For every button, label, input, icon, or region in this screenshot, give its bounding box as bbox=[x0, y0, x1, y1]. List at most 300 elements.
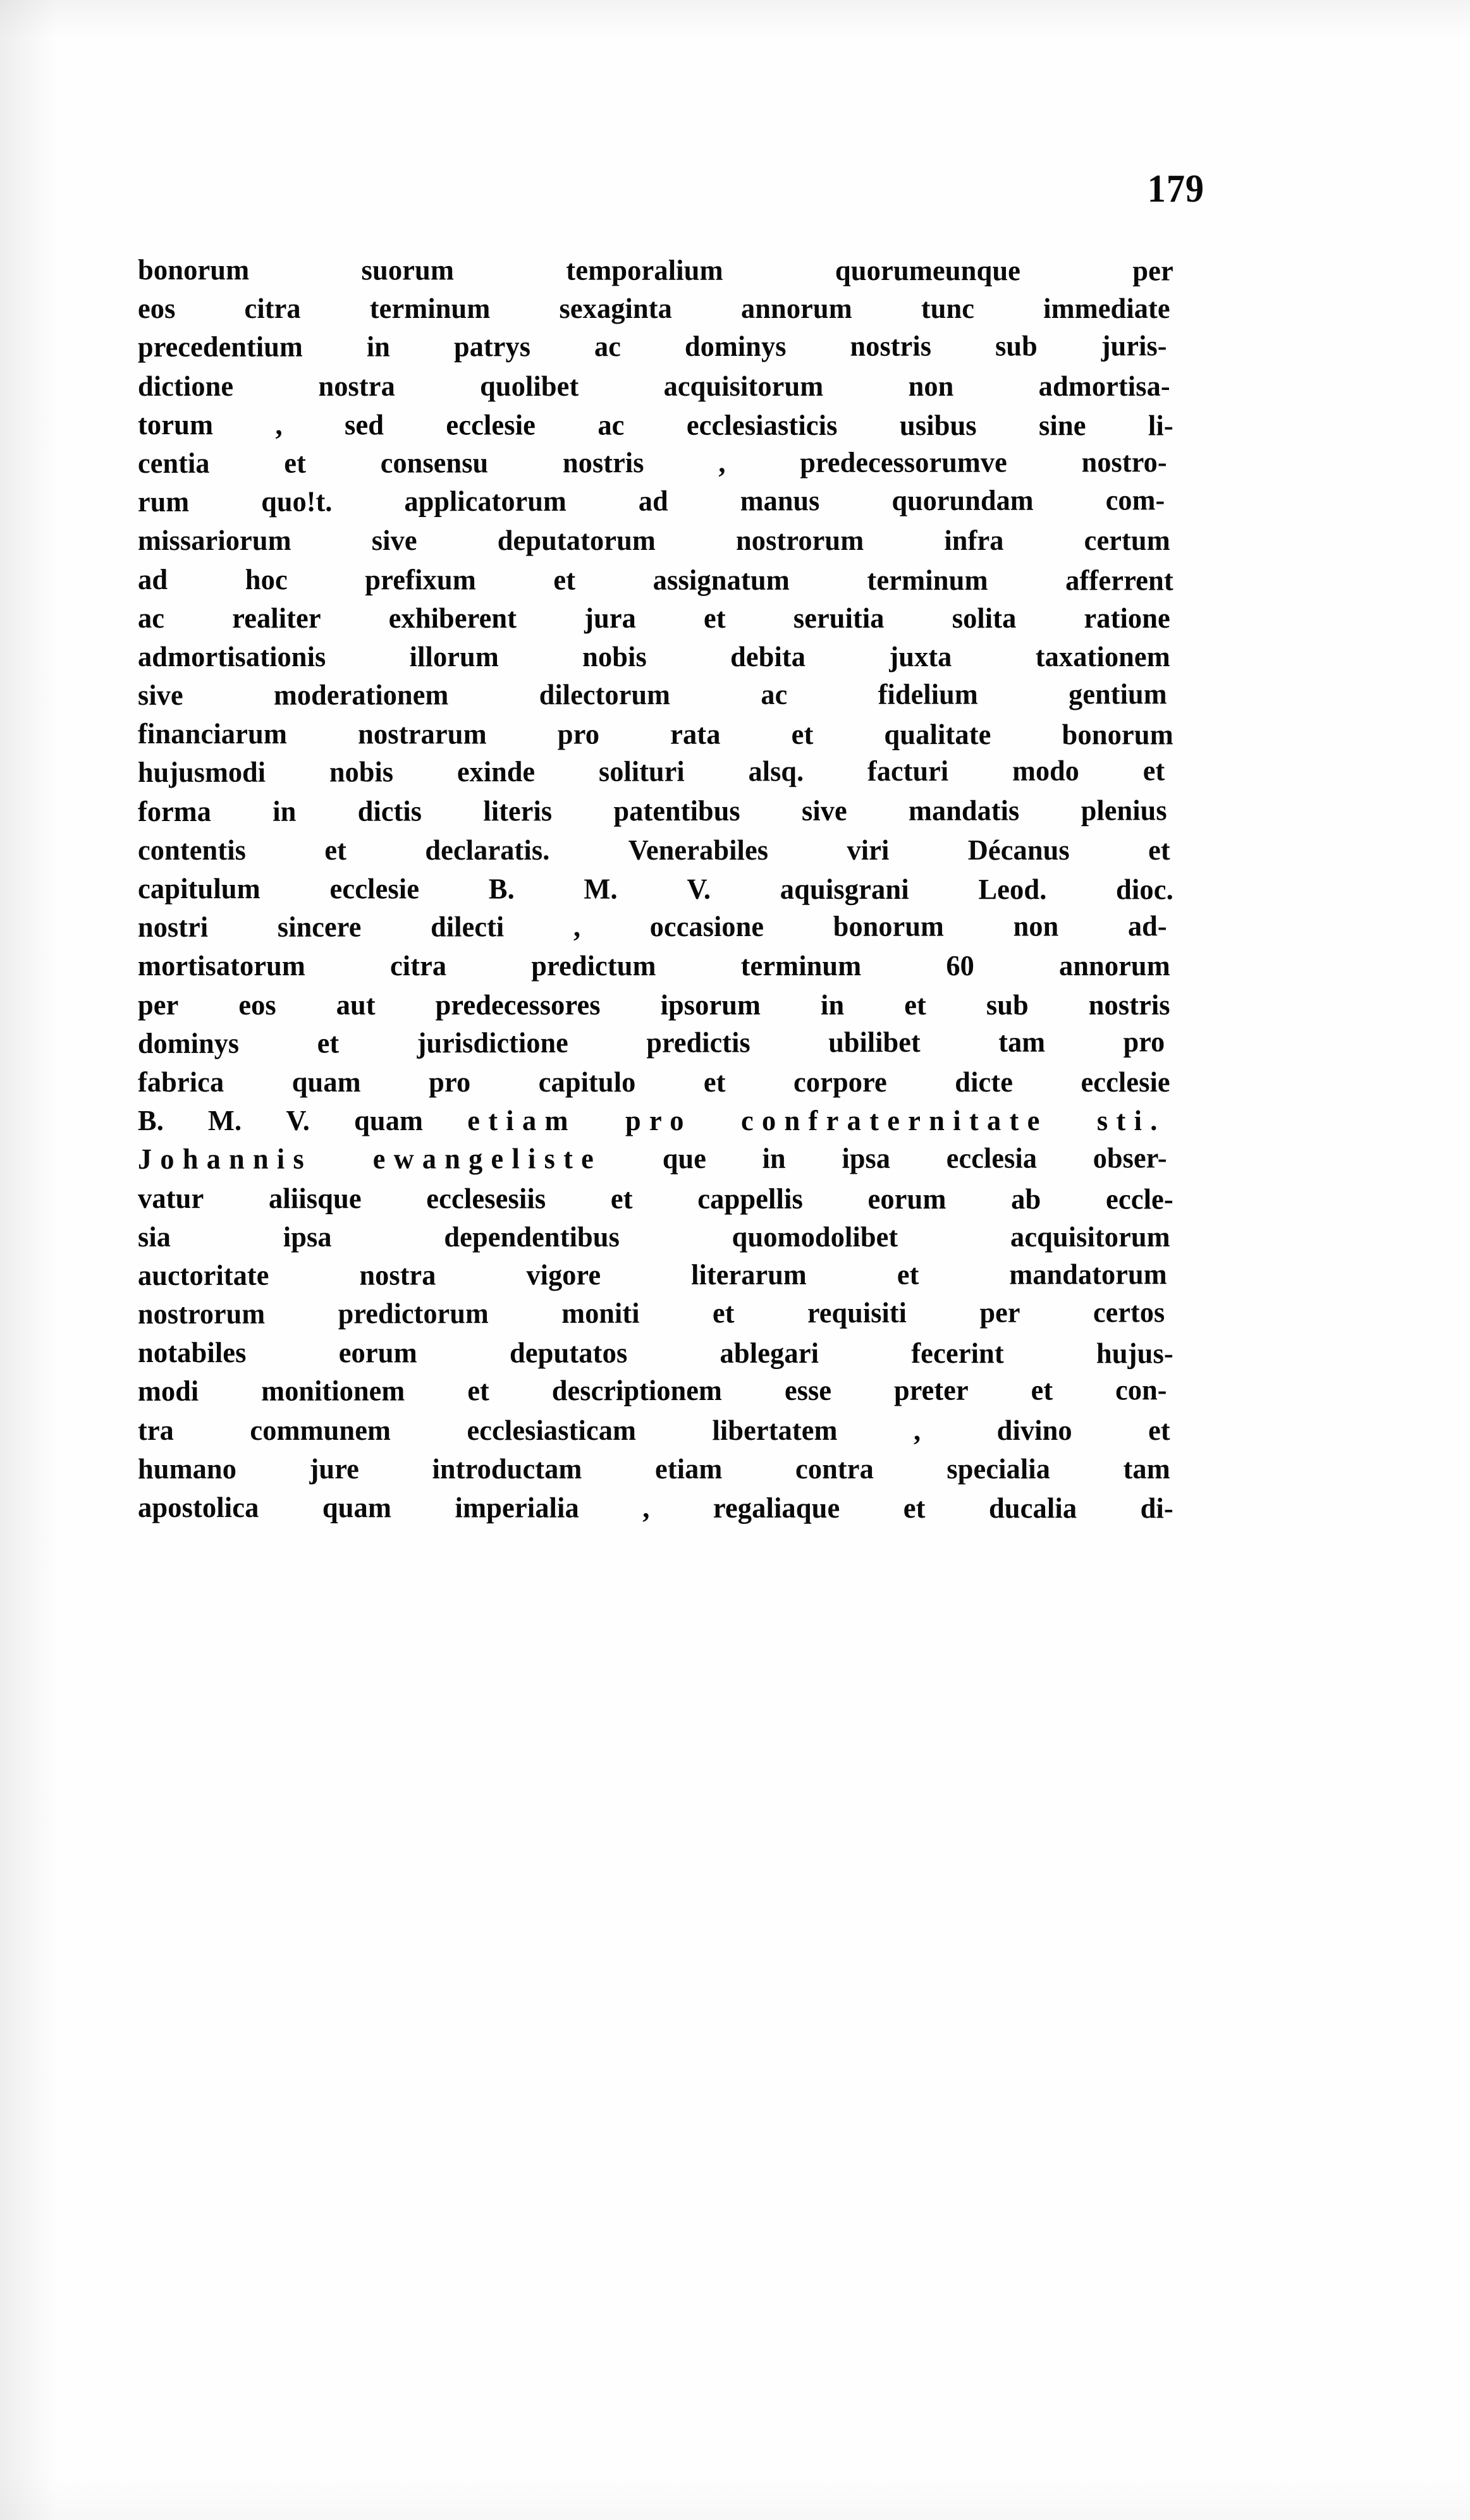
word: eorum bbox=[338, 1336, 417, 1369]
word: mandatis bbox=[908, 794, 1020, 827]
word: confraternitate bbox=[740, 1104, 1048, 1137]
word: in bbox=[273, 794, 297, 827]
text-line-words bbox=[138, 480, 1165, 521]
word: sincere bbox=[277, 910, 362, 943]
word: eccle- bbox=[1105, 1182, 1173, 1215]
word: et bbox=[1142, 754, 1165, 787]
word: moniti bbox=[561, 1296, 640, 1329]
text-line-words bbox=[138, 560, 1173, 600]
word: per bbox=[138, 988, 179, 1021]
word: sive bbox=[137, 678, 183, 712]
word: tra bbox=[138, 1413, 174, 1446]
word: sed bbox=[344, 408, 384, 441]
word: nostris bbox=[850, 330, 932, 363]
word: tunc bbox=[921, 292, 975, 325]
word: applicatorum bbox=[404, 485, 567, 518]
word: sub bbox=[995, 329, 1038, 362]
word: predecessorumve bbox=[800, 446, 1007, 478]
word: sexaginta bbox=[559, 292, 672, 325]
word: ubilibet bbox=[828, 1025, 921, 1058]
word: sia bbox=[138, 1220, 171, 1253]
word: quomodolibet bbox=[732, 1220, 898, 1253]
text-line-words bbox=[138, 1022, 1165, 1062]
word: 60 bbox=[946, 949, 974, 982]
word: hujusmodi bbox=[137, 756, 266, 789]
word: ad- bbox=[1127, 910, 1167, 942]
word: nostrarum bbox=[358, 717, 487, 750]
word: sive bbox=[801, 794, 847, 827]
word: terminum bbox=[740, 949, 862, 982]
scan-edge-shading-bottom bbox=[0, 2476, 1470, 2520]
word: alsq. bbox=[748, 755, 804, 788]
word: et bbox=[324, 833, 347, 866]
word: ac bbox=[761, 678, 788, 710]
word: pro bbox=[557, 717, 600, 750]
word: quorumeunque bbox=[835, 253, 1021, 287]
word: bonorum bbox=[833, 910, 945, 942]
word: illorum bbox=[409, 640, 499, 673]
word: ablegari bbox=[720, 1337, 819, 1370]
word: deputatos bbox=[509, 1336, 628, 1369]
text-line-words bbox=[138, 1139, 1167, 1179]
word: auctoritate bbox=[137, 1258, 269, 1291]
text-line bbox=[138, 1411, 1170, 1449]
text-line bbox=[138, 250, 1173, 290]
word: quorundam bbox=[891, 484, 1034, 517]
scan-edge-shading-left bbox=[0, 0, 57, 2520]
word: missariorum bbox=[138, 524, 291, 557]
word: dictione bbox=[138, 369, 234, 402]
word: aquisgrani bbox=[780, 872, 909, 906]
word: centia bbox=[137, 446, 210, 479]
word: communem bbox=[250, 1413, 391, 1446]
word: ecclesie bbox=[329, 872, 420, 905]
text-line-words bbox=[138, 367, 1170, 405]
text-line bbox=[138, 985, 1170, 1024]
word: acquisitorum bbox=[663, 369, 824, 402]
word: dilecti bbox=[431, 910, 505, 943]
word: et bbox=[903, 1492, 926, 1525]
text-line-words bbox=[138, 1488, 1173, 1528]
word: afferrent bbox=[1065, 563, 1173, 596]
word: imperialia bbox=[455, 1491, 579, 1524]
word: gentium bbox=[1069, 678, 1167, 710]
word: pro bbox=[429, 1065, 471, 1098]
scan-edge-shading-top bbox=[0, 0, 1470, 38]
text-line bbox=[138, 1488, 1173, 1528]
word: , bbox=[642, 1491, 650, 1524]
word: ecclesia bbox=[946, 1141, 1038, 1174]
word: facturi bbox=[867, 755, 949, 788]
word: , bbox=[275, 408, 283, 441]
word: et bbox=[1148, 1413, 1170, 1446]
word: di- bbox=[1140, 1492, 1173, 1525]
word: hoc bbox=[245, 563, 288, 595]
word: sive bbox=[371, 524, 417, 557]
word: aliisque bbox=[268, 1181, 362, 1214]
text-line bbox=[138, 599, 1170, 637]
word: bonorum bbox=[137, 253, 250, 286]
word: predecessores bbox=[435, 988, 601, 1021]
text-line bbox=[138, 289, 1170, 327]
word: ratione bbox=[1084, 601, 1170, 634]
word: ipsa bbox=[842, 1142, 891, 1175]
text-line-words bbox=[138, 442, 1167, 482]
text-line-words bbox=[138, 906, 1167, 946]
word: quam bbox=[354, 1104, 424, 1137]
word: sine bbox=[1038, 409, 1086, 442]
word: hujus- bbox=[1096, 1337, 1173, 1370]
word: mortisatorum bbox=[138, 949, 305, 982]
text-line-words bbox=[138, 405, 1173, 445]
text-line-words bbox=[138, 714, 1173, 754]
page-number: 179 bbox=[1147, 167, 1204, 210]
text-line-words bbox=[138, 752, 1165, 792]
word: eorum bbox=[867, 1182, 946, 1215]
word: dominys bbox=[137, 1026, 240, 1059]
text-line-words bbox=[138, 985, 1170, 1024]
word: Leod. bbox=[978, 873, 1047, 906]
word: precedentium bbox=[137, 331, 303, 363]
word: fidelium bbox=[878, 678, 978, 710]
word: ab bbox=[1011, 1182, 1041, 1215]
word: ad bbox=[638, 484, 668, 517]
word: financiarum bbox=[137, 717, 288, 750]
word: per bbox=[1132, 254, 1173, 287]
text-line-words bbox=[138, 1293, 1165, 1333]
word: contentis bbox=[138, 833, 247, 866]
text-line bbox=[138, 791, 1167, 831]
word: et bbox=[791, 718, 814, 751]
word: B. bbox=[488, 872, 515, 905]
word: quo!t. bbox=[261, 485, 333, 518]
text-line bbox=[138, 521, 1170, 559]
word: nostrorum bbox=[736, 524, 864, 557]
word: temporalium bbox=[566, 253, 723, 286]
word: et bbox=[553, 563, 576, 596]
word: specialia bbox=[946, 1452, 1051, 1485]
word: per bbox=[979, 1296, 1020, 1329]
word: fabrica bbox=[138, 1065, 224, 1098]
text-line bbox=[138, 674, 1167, 714]
word: jura bbox=[584, 601, 636, 634]
word: ewangeliste bbox=[372, 1142, 603, 1175]
text-line bbox=[138, 1371, 1167, 1411]
word: Venerabiles bbox=[628, 833, 769, 866]
word: terminum bbox=[369, 292, 491, 325]
word: forma bbox=[137, 794, 212, 827]
word: modo bbox=[1012, 755, 1079, 788]
word: con- bbox=[1115, 1373, 1167, 1406]
word: admortisa- bbox=[1038, 369, 1170, 402]
word: et bbox=[1031, 1373, 1053, 1406]
word: descriptionem bbox=[551, 1374, 723, 1407]
text-line bbox=[138, 1139, 1167, 1179]
word: eos bbox=[238, 988, 276, 1021]
word: humano bbox=[138, 1452, 237, 1485]
word: et bbox=[904, 988, 926, 1021]
word: que bbox=[662, 1142, 706, 1175]
text-line-words bbox=[138, 1217, 1170, 1256]
word: infra bbox=[944, 524, 1004, 557]
word: nostris bbox=[1088, 988, 1170, 1021]
word: solituri bbox=[598, 755, 685, 788]
text-line-words bbox=[138, 599, 1170, 637]
word: dependentibus bbox=[444, 1220, 620, 1253]
word: immediate bbox=[1043, 292, 1170, 325]
word: aut bbox=[336, 988, 376, 1021]
word: juris- bbox=[1101, 329, 1167, 362]
word: capitulo bbox=[538, 1065, 636, 1098]
word: nostri bbox=[137, 911, 209, 944]
word: acquisitorum bbox=[1010, 1220, 1170, 1253]
word: et bbox=[1148, 833, 1170, 866]
word: in bbox=[821, 988, 845, 1021]
text-line-words bbox=[138, 674, 1167, 714]
word: citra bbox=[244, 292, 301, 325]
word: M. bbox=[584, 872, 618, 905]
word: torum bbox=[137, 408, 214, 441]
word: contra bbox=[795, 1452, 874, 1485]
word: ecclesesiis bbox=[426, 1181, 546, 1215]
text-line-words bbox=[138, 250, 1173, 290]
word: manus bbox=[740, 484, 820, 517]
word: viri bbox=[847, 833, 890, 866]
word: eos bbox=[138, 292, 176, 325]
word: prefixum bbox=[365, 563, 476, 595]
text-line-words bbox=[138, 327, 1167, 367]
word: esse bbox=[784, 1374, 832, 1407]
word: certos bbox=[1093, 1296, 1165, 1329]
word: dicte bbox=[955, 1065, 1013, 1098]
word: obser- bbox=[1093, 1141, 1167, 1174]
word: admortisationis bbox=[138, 640, 326, 673]
text-line bbox=[138, 831, 1170, 869]
word: mandatorum bbox=[1009, 1258, 1167, 1291]
text-line bbox=[138, 560, 1173, 600]
word: ecclesiasticam bbox=[467, 1413, 637, 1446]
word: pro bbox=[625, 1104, 692, 1137]
text-line-words bbox=[138, 637, 1170, 676]
text-line bbox=[138, 327, 1167, 367]
word: et bbox=[610, 1182, 633, 1215]
word: capitulum bbox=[137, 872, 260, 905]
word: solita bbox=[952, 601, 1017, 634]
word: Johannis bbox=[137, 1143, 312, 1176]
text-line bbox=[138, 1062, 1170, 1101]
word: et bbox=[317, 1026, 340, 1059]
text-line bbox=[138, 1449, 1170, 1488]
word: requisiti bbox=[807, 1296, 907, 1329]
word: , bbox=[914, 1413, 921, 1446]
word: usibus bbox=[899, 408, 977, 441]
word: regaliaque bbox=[713, 1491, 840, 1525]
word: taxationem bbox=[1035, 640, 1170, 673]
word: corpore bbox=[793, 1065, 887, 1098]
text-line bbox=[138, 752, 1165, 792]
text-line-words bbox=[138, 1101, 1170, 1140]
word: occasione bbox=[649, 910, 764, 943]
word: bonorum bbox=[1062, 718, 1173, 751]
word: et bbox=[712, 1296, 735, 1329]
word: nostrorum bbox=[137, 1297, 266, 1330]
word: plenius bbox=[1081, 793, 1167, 827]
word: ipsorum bbox=[660, 988, 761, 1021]
word: rata bbox=[670, 718, 721, 751]
text-line bbox=[138, 480, 1165, 521]
word: citra bbox=[390, 949, 447, 982]
word: consensu bbox=[380, 446, 489, 479]
word: seruitia bbox=[793, 601, 885, 634]
word: declaratis. bbox=[425, 833, 550, 866]
text-line bbox=[138, 367, 1170, 405]
text-line bbox=[138, 637, 1170, 676]
text-line bbox=[138, 442, 1167, 482]
word: certum bbox=[1084, 524, 1170, 557]
word: moderationem bbox=[273, 678, 449, 711]
word: annorum bbox=[1058, 949, 1170, 982]
word: ac bbox=[138, 601, 165, 634]
word: terminum bbox=[867, 563, 988, 596]
word: V. bbox=[286, 1104, 310, 1137]
text-line bbox=[138, 405, 1173, 445]
word: cappellis bbox=[697, 1182, 803, 1215]
word: et bbox=[897, 1258, 919, 1291]
word: apostolica bbox=[137, 1491, 259, 1524]
word: rum bbox=[137, 485, 190, 518]
body-text-block bbox=[138, 250, 1208, 1526]
word: nostra bbox=[359, 1258, 436, 1291]
word: exinde bbox=[456, 755, 536, 788]
word: V. bbox=[687, 872, 711, 905]
word: libertatem bbox=[712, 1413, 838, 1446]
word: non bbox=[1013, 910, 1059, 942]
word: ac bbox=[594, 330, 622, 363]
text-line bbox=[138, 1179, 1173, 1219]
word: introductam bbox=[432, 1452, 582, 1485]
word: realiter bbox=[232, 601, 321, 634]
word: predictum bbox=[531, 949, 656, 982]
word: sub bbox=[986, 988, 1029, 1021]
word: dioc. bbox=[1116, 873, 1173, 906]
word: quam bbox=[322, 1491, 392, 1524]
word: quam bbox=[291, 1065, 361, 1098]
text-line-words bbox=[138, 869, 1173, 909]
text-line bbox=[138, 1293, 1165, 1333]
word: juxta bbox=[889, 640, 952, 673]
text-line-words bbox=[138, 1411, 1170, 1449]
word: divino bbox=[996, 1413, 1072, 1446]
text-line-words bbox=[138, 1179, 1173, 1219]
word: quolibet bbox=[480, 369, 579, 402]
word: ipsa bbox=[283, 1220, 332, 1253]
word: B. bbox=[138, 1104, 164, 1137]
word: dilectorum bbox=[539, 678, 671, 711]
word: ecclesie bbox=[446, 408, 536, 441]
text-line-words bbox=[138, 521, 1170, 559]
word: et bbox=[704, 601, 726, 634]
word: com- bbox=[1105, 484, 1165, 516]
word: ad bbox=[137, 563, 168, 595]
word: patrys bbox=[453, 330, 531, 363]
word: modi bbox=[137, 1375, 199, 1408]
word: dominys bbox=[684, 330, 787, 363]
word: predictorum bbox=[338, 1297, 489, 1330]
word: et bbox=[284, 446, 307, 479]
word: preter bbox=[893, 1374, 969, 1407]
text-line-words bbox=[138, 791, 1167, 831]
word: nostris bbox=[562, 446, 644, 479]
word: ecclesiasticis bbox=[686, 408, 838, 441]
word: Décanus bbox=[967, 833, 1070, 866]
word: deputatorum bbox=[497, 524, 656, 557]
word: tam bbox=[998, 1025, 1046, 1058]
word: in bbox=[762, 1142, 786, 1175]
word: M. bbox=[208, 1104, 242, 1137]
word: predictis bbox=[646, 1026, 750, 1059]
text-line bbox=[138, 1022, 1165, 1062]
word: non bbox=[908, 369, 954, 402]
word: in bbox=[366, 330, 391, 363]
word: annorum bbox=[740, 292, 852, 325]
text-line bbox=[138, 1217, 1170, 1256]
word: suorum bbox=[361, 253, 455, 286]
word: assignatum bbox=[652, 563, 790, 596]
text-line bbox=[138, 1101, 1170, 1140]
word: exhiberent bbox=[388, 601, 517, 634]
word: etiam bbox=[467, 1104, 577, 1137]
word: pro bbox=[1123, 1025, 1165, 1058]
word: debita bbox=[730, 640, 806, 673]
text-line-words bbox=[138, 1371, 1167, 1411]
word: et bbox=[703, 1065, 726, 1098]
word: ducalia bbox=[988, 1492, 1077, 1525]
word: literarum bbox=[691, 1258, 807, 1291]
word: patentibus bbox=[613, 794, 740, 827]
text-line bbox=[138, 946, 1170, 985]
word: monitionem bbox=[261, 1374, 405, 1408]
word: vigore bbox=[526, 1258, 601, 1291]
text-line-words bbox=[138, 1062, 1170, 1101]
text-line bbox=[138, 1255, 1167, 1294]
word: nostro- bbox=[1081, 446, 1167, 478]
text-line bbox=[138, 906, 1167, 946]
word: jure bbox=[309, 1452, 359, 1485]
word: qualitate bbox=[884, 718, 991, 751]
word: fecerint bbox=[911, 1337, 1004, 1370]
word: , bbox=[718, 446, 726, 478]
word: nobis bbox=[329, 755, 394, 788]
word: , bbox=[573, 910, 581, 943]
text-line-words bbox=[138, 831, 1170, 869]
word: tam bbox=[1123, 1452, 1170, 1485]
word: nostra bbox=[318, 369, 395, 402]
text-line-words bbox=[138, 1449, 1170, 1488]
word: li- bbox=[1148, 409, 1173, 442]
word: etiam bbox=[655, 1452, 723, 1485]
word: ecclesie bbox=[1081, 1065, 1170, 1098]
word: nobis bbox=[582, 640, 647, 673]
text-line bbox=[138, 714, 1173, 754]
word: notabiles bbox=[137, 1336, 247, 1369]
text-line-words bbox=[138, 1255, 1167, 1294]
text-line-words bbox=[138, 289, 1170, 327]
text-line bbox=[138, 869, 1173, 909]
word: sti. bbox=[1096, 1104, 1166, 1137]
word: dictis bbox=[357, 794, 422, 827]
text-line-words bbox=[138, 1333, 1173, 1373]
text-line-words bbox=[138, 946, 1170, 985]
